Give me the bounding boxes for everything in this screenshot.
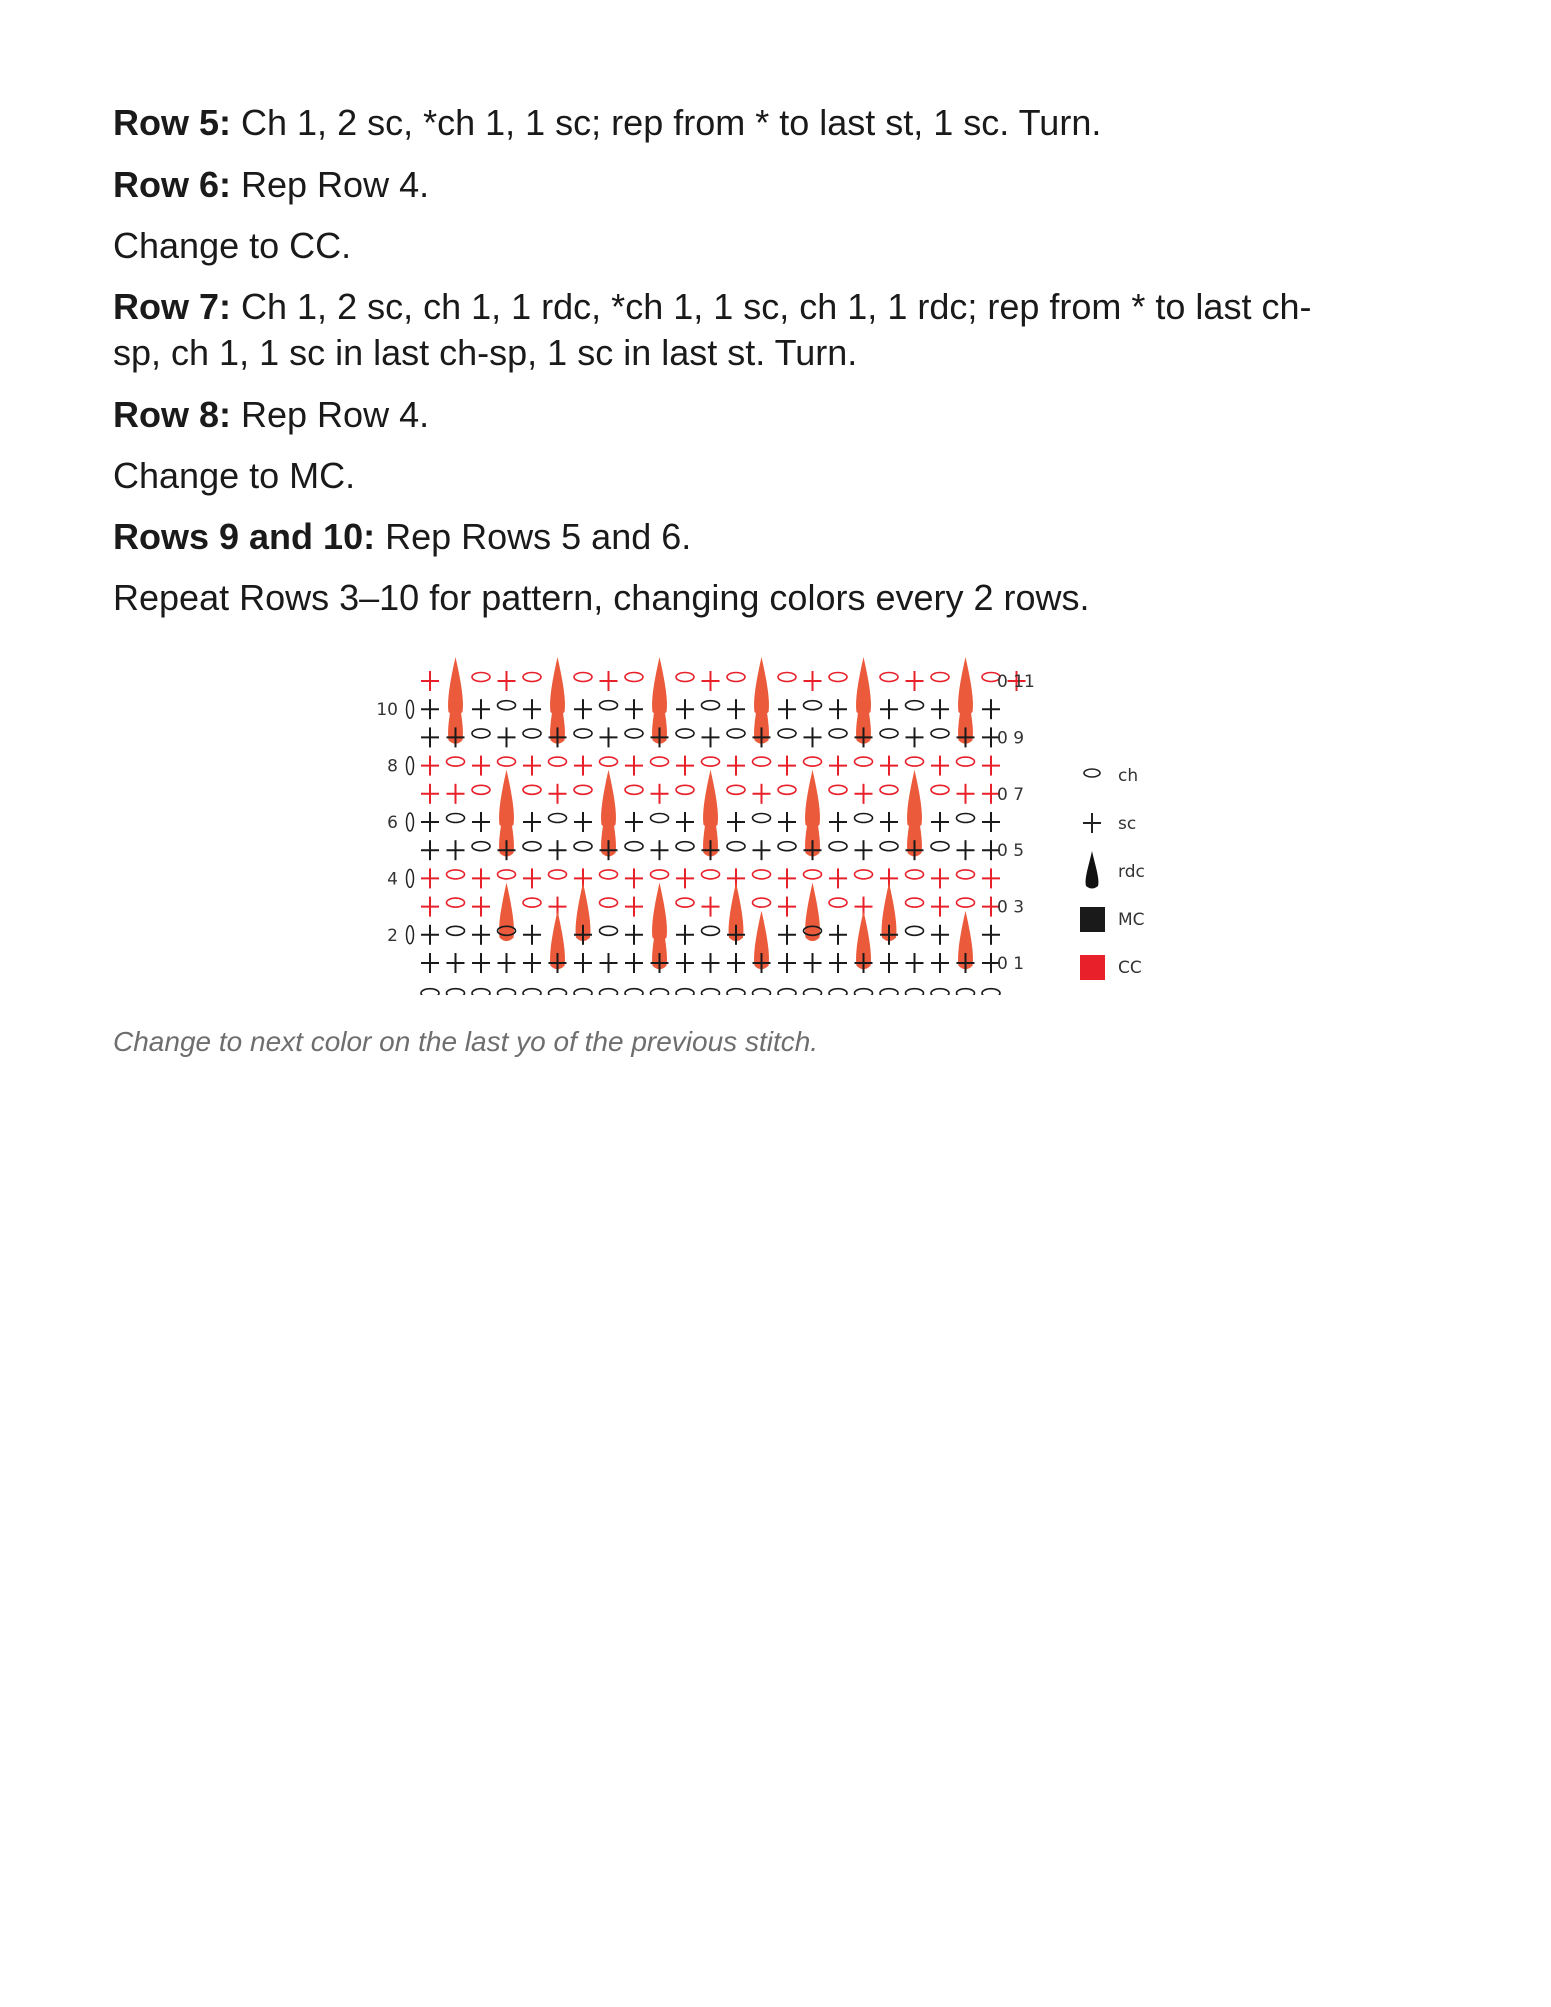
ch-stitch: [498, 757, 516, 766]
ch-stitch: [829, 898, 847, 907]
sc-stitch: [727, 699, 745, 719]
sc-stitch: [676, 925, 694, 945]
sc-stitch: [676, 868, 694, 888]
ch-stitch: [727, 989, 745, 995]
ch-stitch: [472, 989, 490, 995]
sc-stitch: [855, 840, 873, 860]
instruction-line: Repeat Rows 3–10 for pattern, changing colors every 2 rows.: [113, 577, 1090, 618]
ch-stitch: [880, 989, 898, 995]
ch-stitch: [549, 757, 567, 766]
ch-stitch: [625, 673, 643, 682]
sc-stitch: [676, 953, 694, 973]
sc-stitch: [600, 727, 618, 747]
ch-stitch: [702, 757, 720, 766]
sc-stitch: [880, 699, 898, 719]
ch-stitch: [600, 757, 618, 766]
sc-stitch: [906, 671, 924, 691]
ch-stitch: [625, 729, 643, 738]
ch-stitch: [804, 701, 822, 710]
sc-stitch: [906, 727, 924, 747]
sc-stitch: [447, 840, 465, 860]
ch-stitch: [829, 673, 847, 682]
ch-stitch: [804, 870, 822, 879]
ch-stitch: [982, 989, 1000, 995]
ch-stitch: [523, 898, 541, 907]
sc-stitch: [957, 840, 975, 860]
sc-stitch: [778, 756, 796, 776]
ch-stitch: [931, 729, 949, 738]
sc-stitch: [727, 812, 745, 832]
ch-stitch: [778, 785, 796, 794]
sc-stitch: [625, 812, 643, 832]
sc-stitch: [676, 812, 694, 832]
instruction-line: Row 6: Rep Row 4.: [113, 164, 430, 205]
sc-stitch: [574, 812, 592, 832]
sc-stitch: [421, 868, 439, 888]
sc-stitch: [931, 812, 949, 832]
ch-stitch: [600, 989, 618, 995]
ch-stitch: [727, 729, 745, 738]
sc-stitch: [778, 868, 796, 888]
ch-stitch: [574, 729, 592, 738]
sc-stitch: [702, 671, 720, 691]
sc-stitch: [982, 925, 1000, 945]
ch-stitch: [549, 989, 567, 995]
sc-stitch: [778, 812, 796, 832]
ch-stitch: [753, 870, 771, 879]
ch-stitch: [906, 757, 924, 766]
ch-stitch: [472, 842, 490, 851]
ch-stitch: [906, 898, 924, 907]
sc-stitch: [982, 699, 1000, 719]
ch-stitch: [855, 757, 873, 766]
ch-stitch: [727, 842, 745, 851]
row-number-right: 0 9: [997, 728, 1025, 749]
ch-stitch: [931, 842, 949, 851]
ch-stitch: [498, 701, 516, 710]
ch-stitch: [625, 785, 643, 794]
instruction-line: Row 8: Rep Row 4.: [113, 394, 430, 435]
ch-stitch: [447, 757, 465, 766]
figure-caption: Change to next color on the last yo of the previous stitch.: [113, 1026, 819, 1057]
ch-stitch: [574, 673, 592, 682]
sc-stitch: [880, 953, 898, 973]
ch-stitch: [651, 814, 669, 823]
row-number-left: 6: [387, 813, 398, 833]
sc-stitch: [472, 925, 490, 945]
ch-stitch: [447, 989, 465, 995]
ch-stitch: [549, 870, 567, 879]
ch-stitch: [727, 673, 745, 682]
sc-stitch: [549, 784, 567, 804]
ch-stitch: [957, 870, 975, 879]
sc-stitch: [549, 840, 567, 860]
ch-stitch: [957, 898, 975, 907]
sc-stitch: [829, 699, 847, 719]
ch-stitch: [804, 757, 822, 766]
ch-stitch: [676, 785, 694, 794]
ch-stitch: [651, 757, 669, 766]
sc-stitch: [931, 925, 949, 945]
legend-label: MC: [1118, 910, 1145, 930]
sc-stitch: [778, 953, 796, 973]
ch-stitch: [906, 926, 924, 935]
sc-stitch: [778, 699, 796, 719]
row-number-left: 10: [376, 700, 398, 721]
ch-stitch: [472, 729, 490, 738]
sc-stitch: [931, 699, 949, 719]
turning-chain: [407, 926, 414, 944]
sc-stitch: [880, 812, 898, 832]
ch-stitch: [931, 673, 949, 682]
sc-stitch: [982, 756, 1000, 776]
ch-stitch: [778, 989, 796, 995]
sc-stitch: [421, 953, 439, 973]
ch-stitch: [600, 870, 618, 879]
sc-stitch: [829, 812, 847, 832]
ch-stitch: [651, 989, 669, 995]
sc-stitch: [472, 897, 490, 917]
ch-stitch: [625, 842, 643, 851]
sc-stitch: [906, 953, 924, 973]
ch-stitch: [600, 926, 618, 935]
legend-label: CC: [1118, 958, 1142, 978]
ch-stitch: [753, 814, 771, 823]
sc-stitch: [778, 925, 796, 945]
sc-stitch: [625, 925, 643, 945]
sc-stitch: [676, 699, 694, 719]
ch-stitch: [421, 989, 439, 995]
sc-stitch: [447, 784, 465, 804]
sc-stitch: [498, 953, 516, 973]
sc-stitch: [702, 897, 720, 917]
instruction-line: Change to MC.: [113, 455, 356, 496]
legend-label: sc: [1118, 814, 1137, 834]
sc-stitch: [829, 756, 847, 776]
legend-label: rdc: [1118, 862, 1145, 882]
ch-stitch: [574, 785, 592, 794]
instruction-line: sp, ch 1, 1 sc in last ch-sp, 1 sc in last st. Turn.: [113, 332, 858, 373]
sc-stitch: [498, 727, 516, 747]
sc-stitch: [727, 756, 745, 776]
sc-stitch: [472, 953, 490, 973]
sc-stitch: [804, 727, 822, 747]
ch-stitch: [447, 898, 465, 907]
ch-stitch: [931, 989, 949, 995]
row-number-right: 0 1: [997, 954, 1025, 974]
sc-stitch: [421, 699, 439, 719]
ch-stitch: [957, 989, 975, 995]
instruction-line: Row 7: Ch 1, 2 sc, ch 1, 1 rdc, *ch 1, 1 sc, ch 1, 1 rdc; rep from * to last ch-: [113, 286, 1312, 327]
sc-stitch: [625, 953, 643, 973]
ch-stitch: [472, 673, 490, 682]
sc-stitch: [600, 953, 618, 973]
sc-stitch: [931, 953, 949, 973]
ch-stitch: [447, 814, 465, 823]
ch-stitch: [727, 785, 745, 794]
sc-stitch: [472, 868, 490, 888]
ch-stitch: [753, 989, 771, 995]
sc-stitch: [421, 925, 439, 945]
sc-stitch: [829, 925, 847, 945]
sc-stitch: [574, 953, 592, 973]
ch-stitch: [600, 898, 618, 907]
ch-stitch: [804, 989, 822, 995]
ch-stitch: [676, 729, 694, 738]
row-number-right: 0 7: [997, 784, 1025, 805]
ch-stitch: [880, 673, 898, 682]
sc-stitch: [931, 868, 949, 888]
turning-chain: [407, 757, 414, 775]
legend-label: ch: [1118, 766, 1139, 786]
instruction-line: Row 5: Ch 1, 2 sc, *ch 1, 1 sc; rep from * to last st, 1 sc. Turn.: [113, 102, 1102, 143]
sc-stitch: [498, 671, 516, 691]
sc-stitch: [931, 756, 949, 776]
sc-stitch: [523, 812, 541, 832]
ch-stitch: [676, 673, 694, 682]
ch-stitch: [931, 785, 949, 794]
ch-stitch: [447, 870, 465, 879]
ch-stitch: [600, 701, 618, 710]
ch-stitch: [523, 785, 541, 794]
sc-stitch: [600, 671, 618, 691]
sc-stitch: [651, 840, 669, 860]
ch-stitch: [702, 870, 720, 879]
cc-swatch: [1080, 955, 1105, 980]
ch-stitch: [651, 870, 669, 879]
sc-stitch: [778, 897, 796, 917]
sc-stitch: [421, 897, 439, 917]
sc-stitch: [421, 784, 439, 804]
row-number-right: 0 5: [997, 841, 1025, 862]
sc-icon: [1083, 813, 1101, 833]
ch-stitch: [880, 729, 898, 738]
sc-stitch: [855, 784, 873, 804]
ch-stitch: [778, 729, 796, 738]
sc-stitch: [472, 812, 490, 832]
ch-stitch: [549, 814, 567, 823]
sc-stitch: [421, 671, 439, 691]
ch-stitch: [676, 989, 694, 995]
sc-stitch: [753, 840, 771, 860]
ch-stitch: [574, 989, 592, 995]
ch-stitch: [472, 785, 490, 794]
sc-stitch: [574, 756, 592, 776]
sc-stitch: [753, 784, 771, 804]
sc-stitch: [523, 868, 541, 888]
row-number-right: 0 3: [997, 897, 1025, 918]
ch-stitch: [676, 898, 694, 907]
ch-stitch: [906, 870, 924, 879]
ch-stitch: [829, 989, 847, 995]
sc-stitch: [472, 699, 490, 719]
sc-stitch: [651, 784, 669, 804]
ch-stitch: [829, 729, 847, 738]
ch-stitch: [523, 842, 541, 851]
sc-stitch: [804, 953, 822, 973]
ch-stitch: [880, 785, 898, 794]
ch-stitch: [447, 926, 465, 935]
rdc-stitch: [499, 883, 514, 942]
sc-stitch: [982, 812, 1000, 832]
rdc-stitch: [805, 883, 820, 942]
ch-stitch: [702, 926, 720, 935]
sc-stitch: [625, 699, 643, 719]
ch-stitch: [906, 701, 924, 710]
ch-stitch: [753, 898, 771, 907]
ch-stitch: [753, 757, 771, 766]
ch-stitch: [498, 870, 516, 879]
sc-stitch: [702, 953, 720, 973]
ch-stitch: [778, 673, 796, 682]
ch-stitch: [702, 701, 720, 710]
sc-stitch: [421, 756, 439, 776]
ch-stitch: [829, 842, 847, 851]
sc-stitch: [421, 840, 439, 860]
ch-stitch: [702, 989, 720, 995]
mc-swatch: [1080, 907, 1105, 932]
ch-stitch: [957, 814, 975, 823]
sc-stitch: [523, 953, 541, 973]
row-number-left: 4: [387, 869, 398, 890]
ch-stitch: [523, 673, 541, 682]
sc-stitch: [625, 868, 643, 888]
row-number-left: 8: [387, 756, 398, 777]
instruction-line: Change to CC.: [113, 225, 352, 266]
sc-stitch: [523, 699, 541, 719]
sc-stitch: [472, 756, 490, 776]
ch-stitch: [625, 989, 643, 995]
turning-chain: [407, 700, 414, 718]
turning-chain: [407, 813, 414, 831]
instruction-line: Rows 9 and 10: Rep Rows 5 and 6.: [113, 516, 692, 557]
row-number-left: 2: [387, 925, 398, 946]
sc-stitch: [829, 953, 847, 973]
sc-stitch: [523, 925, 541, 945]
sc-stitch: [880, 756, 898, 776]
ch-stitch: [957, 757, 975, 766]
sc-stitch: [676, 756, 694, 776]
ch-stitch: [523, 989, 541, 995]
ch-stitch: [906, 989, 924, 995]
ch-stitch: [778, 842, 796, 851]
sc-stitch: [829, 868, 847, 888]
sc-stitch: [982, 868, 1000, 888]
sc-stitch: [523, 756, 541, 776]
turning-chain: [407, 869, 414, 887]
sc-stitch: [625, 756, 643, 776]
ch-stitch: [855, 870, 873, 879]
ch-stitch: [855, 989, 873, 995]
sc-stitch: [447, 953, 465, 973]
rdc-icon: [1086, 851, 1099, 889]
ch-stitch: [498, 989, 516, 995]
sc-stitch: [574, 699, 592, 719]
ch-icon: [1084, 769, 1100, 777]
sc-stitch: [931, 897, 949, 917]
ch-stitch: [855, 814, 873, 823]
ch-stitch: [574, 842, 592, 851]
ch-stitch: [829, 785, 847, 794]
crochet-stitch-diagram: [360, 655, 1180, 995]
ch-stitch: [676, 842, 694, 851]
ch-stitch: [523, 729, 541, 738]
sc-stitch: [625, 897, 643, 917]
sc-stitch: [804, 671, 822, 691]
sc-stitch: [702, 727, 720, 747]
ch-stitch: [880, 842, 898, 851]
row-number-right: 0 11: [997, 672, 1035, 692]
sc-stitch: [727, 953, 745, 973]
sc-stitch: [957, 784, 975, 804]
sc-stitch: [421, 727, 439, 747]
sc-stitch: [421, 812, 439, 832]
